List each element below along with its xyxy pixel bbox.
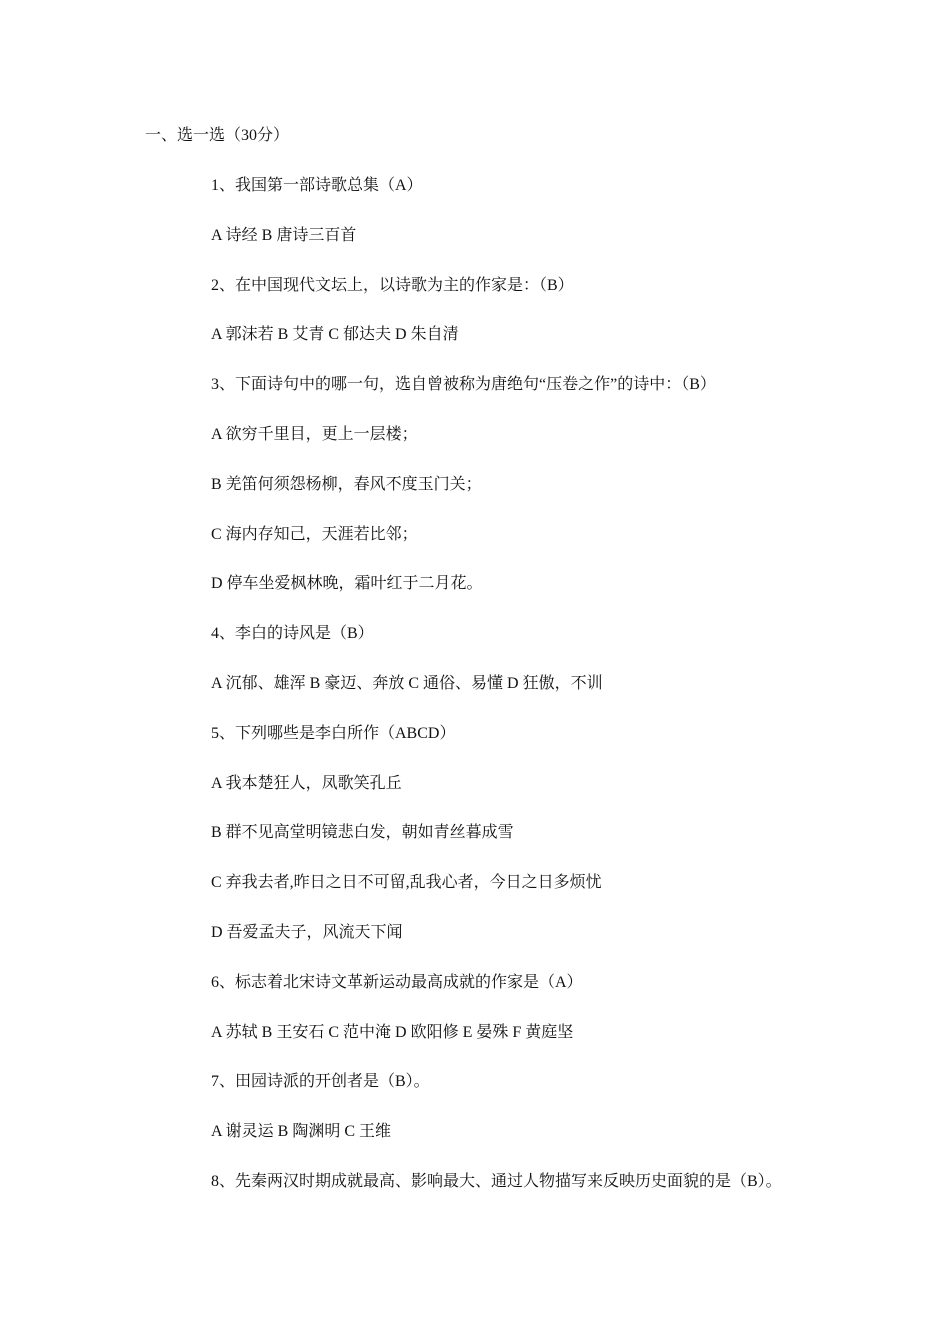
question-3-option-a: A 欲穷千里目，更上一层楼； [211,425,418,443]
question-3: 3、下面诗句中的哪一句，选自曾被称为唐绝句“压卷之作”的诗中：（B） [211,376,716,394]
question-7-options: A 谢灵运 B 陶渊明 C 王维 [211,1123,392,1141]
question-list [211,174,911,1220]
question-1-options: A 诗经 B 唐诗三百首 [211,226,357,244]
question-2-options: A 郭沫若 B 艾青 C 郁达夫 D 朱自清 [211,326,459,344]
question-6: 6、标志着北宋诗文革新运动最高成就的作家是（A） [211,973,583,991]
question-5-option-d: D 吾爱孟夫子，风流天下闻 [211,923,403,941]
question-4: 4、李白的诗风是（B） [211,625,374,643]
question-3-option-d: D 停车坐爱枫林晚，霜叶红于二月花。 [211,575,483,593]
question-6-options: A 苏轼 B 王安石 C 范中淹 D 欧阳修 E 晏殊 F 黄庭坚 [211,1023,574,1041]
question-7: 7、田园诗派的开创者是（B）。 [211,1073,430,1091]
section-heading: 一、选一选（30分） [145,127,290,144]
question-5-option-b: B 群不见高堂明镜悲白发，朝如青丝暮成雪 [211,824,514,842]
question-5-option-a: A 我本楚狂人，凤歌笑孔丘 [211,774,402,792]
question-8: 8、先秦两汉时期成就最高、影响最大、通过人物描写来反映历史面貌的是（B）。 [211,1172,782,1190]
question-1: 1、我国第一部诗歌总集（A） [211,177,423,194]
question-2: 2、在中国现代文坛上，以诗歌为主的作家是：（B） [211,276,574,294]
question-3-option-b: B 羌笛何须怨杨柳，春风不度玉门关； [211,475,482,493]
question-5: 5、下列哪些是李白所作（ABCD） [211,724,456,742]
question-3-option-c: C 海内存知己，天涯若比邻； [211,525,418,543]
question-5-option-c: C 弃我去者,昨日之日不可留,乱我心者，今日之日多烦忧 [211,874,602,892]
question-4-options: A 沉郁、雄浑 B 豪迈、奔放 C 通俗、易懂 D 狂傲，不训 [211,674,603,692]
